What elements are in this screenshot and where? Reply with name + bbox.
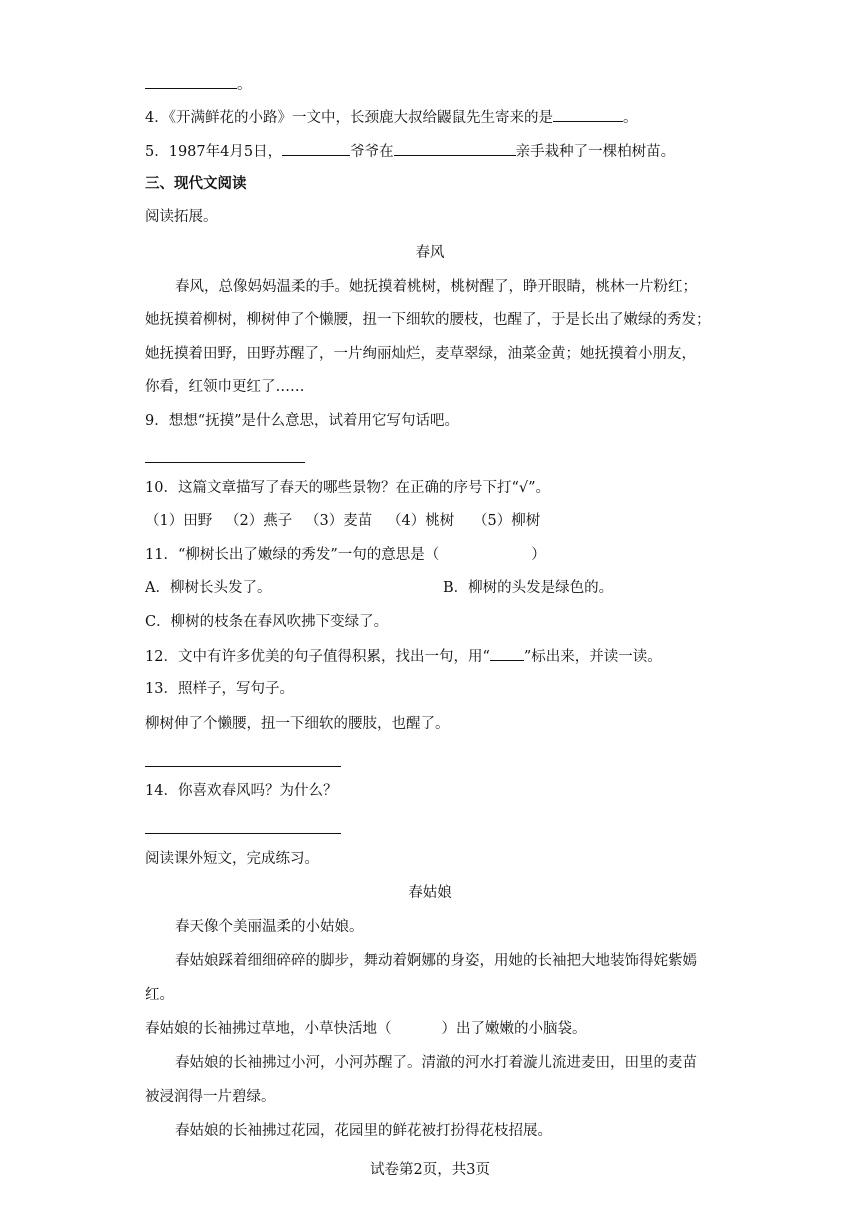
question-13: 13．照样子，写句子。	[145, 681, 294, 697]
prev-question-tail: 。	[145, 74, 252, 95]
question-4: 4．《开满鲜花的小路》一文中，长颈鹿大叔给鼹鼠先生寄来的是 。	[145, 107, 637, 128]
choice-c[interactable]: C．柳树的枝条在春风吹拂下变绿了。	[145, 614, 389, 630]
question-14: 14．你喜欢春风吗？为什么？	[145, 783, 338, 799]
choice-a[interactable]: A．柳树长头发了。	[145, 580, 272, 596]
passage-line: 你看，红领巾更红了……	[145, 379, 305, 395]
reading-instruction: 阅读拓展。	[145, 209, 218, 225]
underline-sample	[490, 646, 524, 661]
passage-line: 春姑娘的长袖拂过花园，花园里的鲜花被打扮得花枝招展。	[175, 1123, 552, 1139]
option-item[interactable]: （4）桃树	[387, 513, 455, 529]
answer-blank[interactable]	[553, 107, 623, 122]
question-12: 12．文中有许多优美的句子值得积累，找出一句，用“ ”标出来，并读一读。	[145, 646, 662, 667]
answer-blank[interactable]	[394, 141, 516, 156]
option-item[interactable]: （1）田野	[145, 513, 213, 529]
passage-line: 她抚摸着田野，田野苏醒了，一片绚丽灿烂，麦草翠绿，油菜金黄；她抚摸着小朋友，	[145, 346, 696, 362]
passage-line: 春姑娘的长袖拂过小河，小河苏醒了。清澈的河水打着漩儿流进麦田，田里的麦苗	[175, 1055, 697, 1071]
passage-line-with-blank: 春姑娘的长袖拂过草地，小草快活地（ ）出了嫩嫩的小脑袋。	[145, 1021, 587, 1037]
page-footer: 试卷第2页，共3页	[370, 1162, 490, 1178]
passage-line: 春风，总像妈妈温柔的手。她抚摸着桃树，桃树醒了，睁开眼睛，桃林一片粉红；	[175, 279, 697, 295]
answer-line[interactable]	[145, 462, 305, 463]
passage-line: 春天像个美丽温柔的小姑娘。	[175, 919, 364, 935]
section-heading: 三、现代文阅读	[145, 176, 247, 192]
answer-blank[interactable]	[145, 74, 237, 89]
question-10-options	[145, 511, 540, 531]
reading-instruction: 阅读课外短文，完成练习。	[145, 851, 319, 867]
question-10: 10．这篇文章描写了春天的哪些景物？在正确的序号下打“√”。	[145, 480, 551, 496]
option-item[interactable]: （3）麦苗	[305, 513, 373, 529]
question-11: 11．“柳树长出了嫩绿的秀发”一句的意思是（ ）	[145, 547, 546, 563]
passage-title: 春风	[415, 245, 445, 261]
answer-blank[interactable]	[282, 141, 350, 156]
option-item[interactable]: （5）柳树	[473, 513, 541, 529]
answer-line[interactable]	[145, 766, 341, 767]
option-item[interactable]: （2）燕子	[225, 513, 293, 529]
passage-line: 被浸润得一片碧绿。	[145, 1089, 276, 1105]
passage-line: 红。	[145, 987, 174, 1003]
passage-line: 春姑娘踩着细细碎碎的脚步，舞动着婀娜的身姿，用她的长袖把大地装饰得姹紫嫣	[175, 953, 697, 969]
question-9: 9．想想“抚摸”是什么意思，试着用它写句话吧。	[145, 413, 460, 429]
passage-line: 她抚摸着柳树，柳树伸了个懒腰，扭一下细软的腰枝，也醒了，于是长出了嫩绿的秀发；	[145, 312, 711, 328]
example-sentence: 柳树伸了个懒腰，扭一下细软的腰肢，也醒了。	[145, 716, 450, 732]
choice-b[interactable]: B．柳树的头发是绿色的。	[443, 580, 614, 596]
question-5: 5．1987年4月5日， 爷爷在 亲手栽种了一棵柏树苗。	[145, 141, 675, 162]
answer-line[interactable]	[145, 833, 341, 834]
passage-title: 春姑娘	[408, 885, 452, 901]
